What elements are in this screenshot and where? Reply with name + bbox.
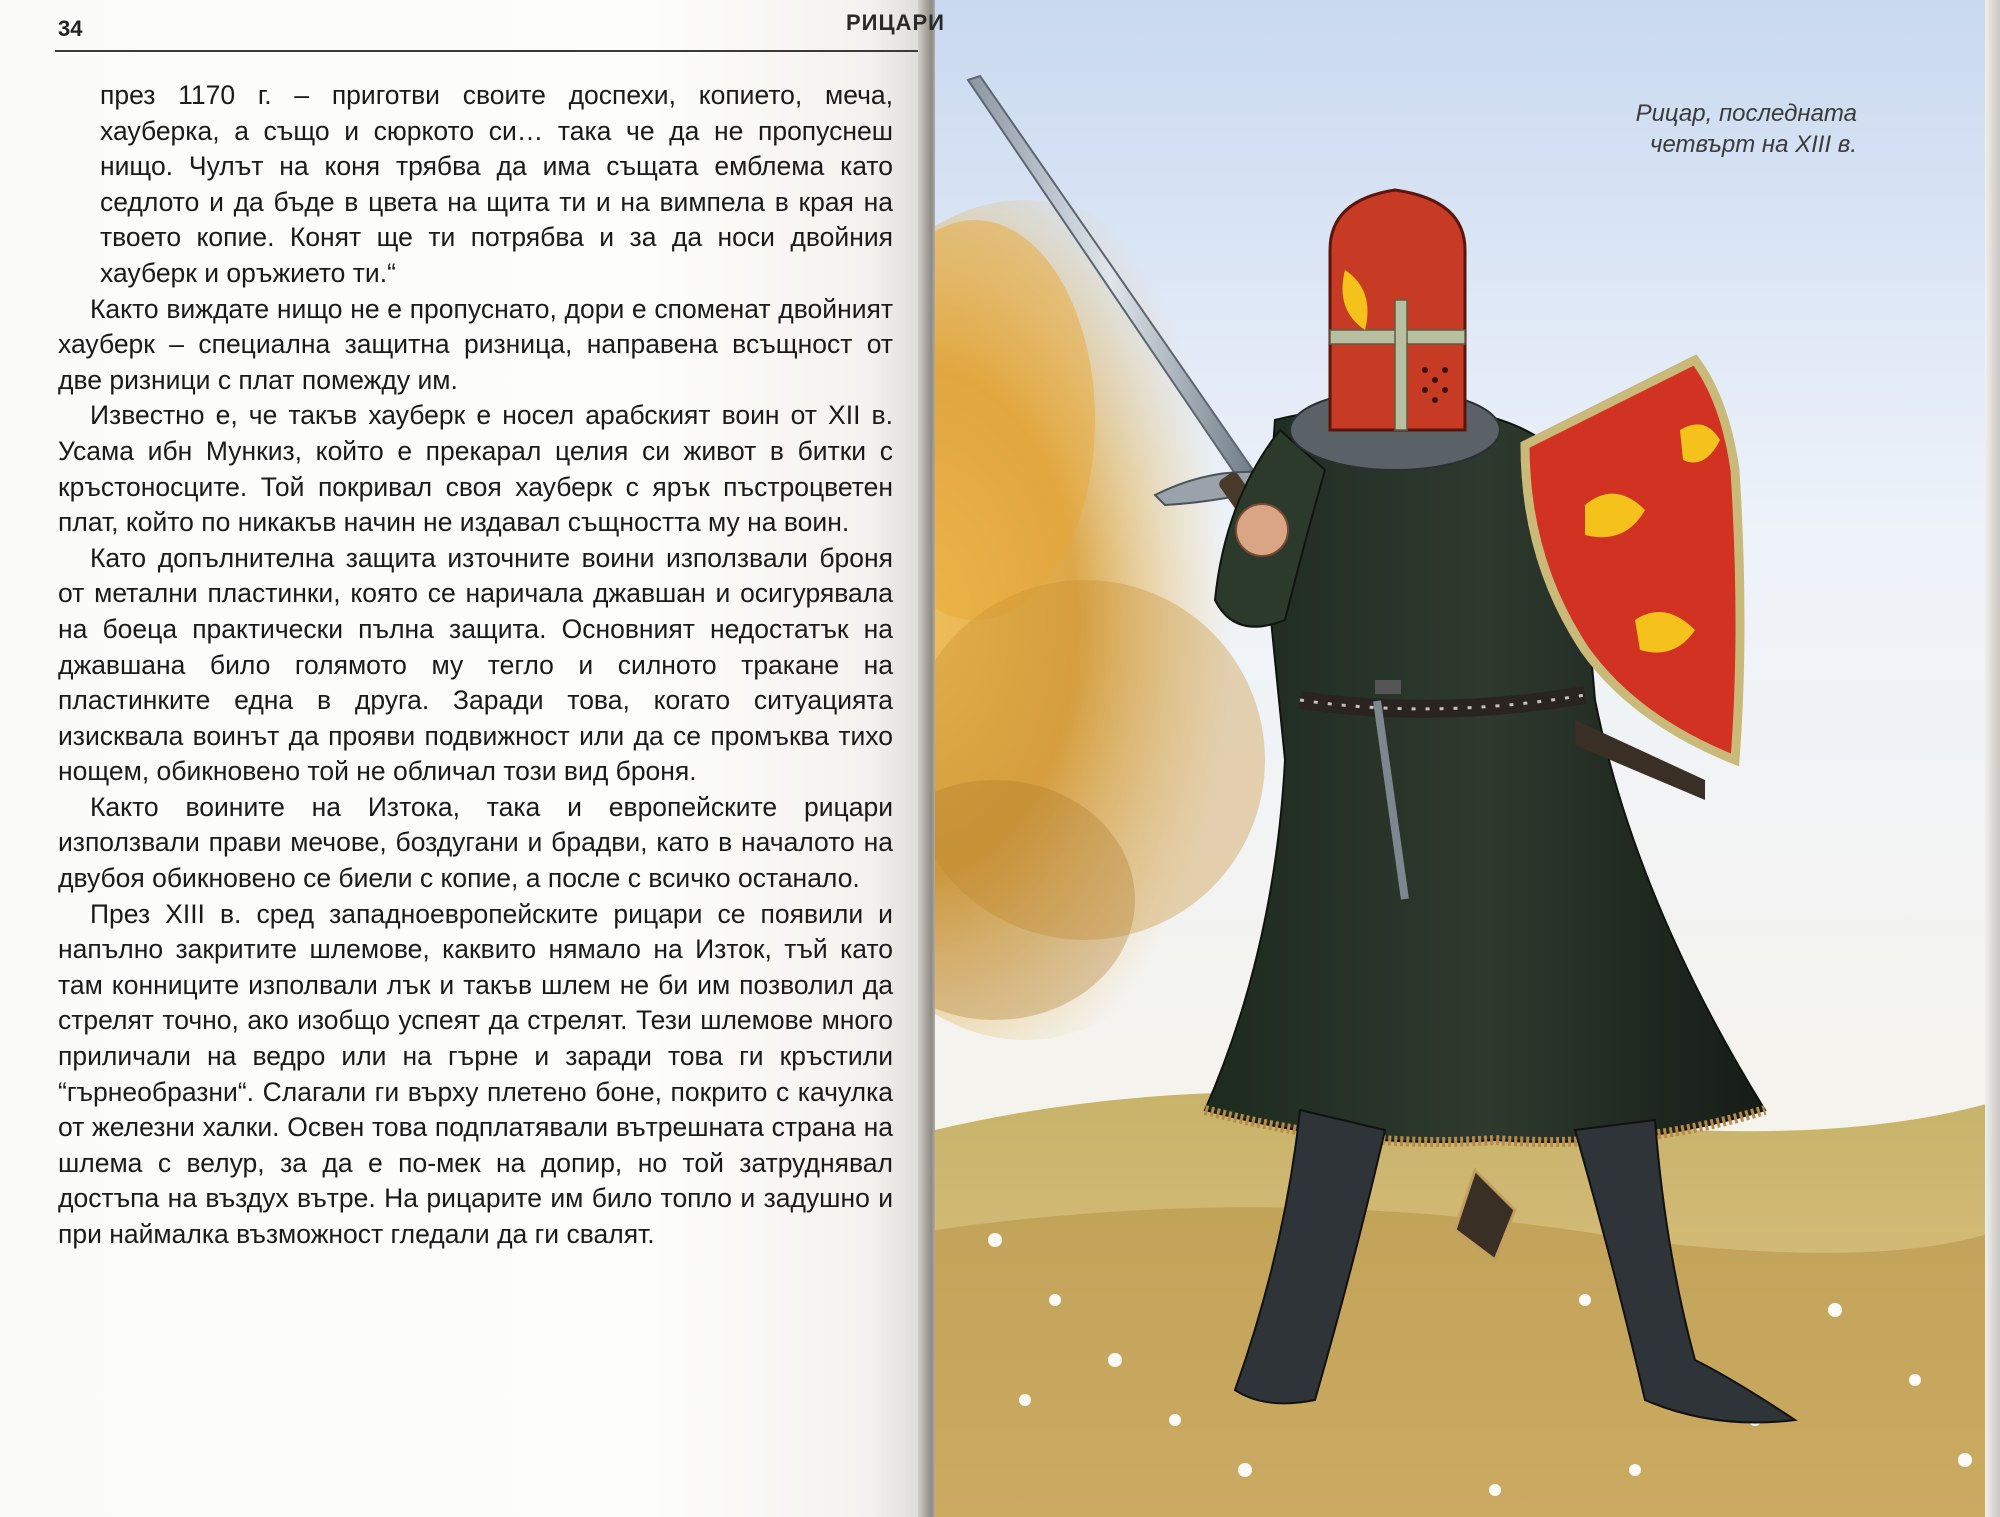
header-rule (55, 50, 930, 52)
running-head: РИЦАРИ (846, 10, 945, 35)
knight-illustration (935, 0, 2000, 1517)
paragraph-1: през 1170 г. – приготви своите доспехи, копието, меча, хауберка, а също и сюркото си… така че да не пропуснеш нищо. Чулът на коня трябва да има същата емблема като седлото и да бъде в цвета на щита ти и на вимпела в края на твоето копие. Конят ще ти потрябва и за да носи двойния хауберк и оръжието ти.“ (100, 80, 893, 288)
right-page-illustration (935, 0, 2000, 1517)
paragraph-3: Известно е, че такъв хауберк е носел арабският воин от XII в. Усама ибн Мункиз, който е прекарал целия си живот в битки с кръстоносците. Той покривал своя хауберк с ярък пъстроцветен плат, който по никакъв начин не издавал същността му на воин. (58, 400, 893, 538)
caption-line-1: Рицар, последната (1635, 100, 1857, 127)
paragraph-5: Както воините на Изтока, така и европейските рицари използвали прави мечове, боздугани и брадви, като в началото на двубоя обикновено се биели с копие, а после с всичко останало. (58, 791, 893, 894)
left-page (0, 0, 935, 1517)
page-number: 34 (58, 16, 83, 41)
body-text (58, 78, 893, 1253)
paragraph-2: Както виждате нищо не е пропуснато, дори е споменат двойният хауберк – специална защитна ризница, направена всъщност от две ризници с плат помежду им. (58, 293, 893, 395)
right-page-edge (1985, 0, 2000, 1517)
paragraph-4: Като допълнителна защита източните воини използвали броня от метални пластинки, която се наричала джавшан и осигурявала на боеца практически пълна защита. Основният недостатък на джавшана било голямото му тегло и силното тракане на пластинките една в друга. Заради това, когато ситуацията изисквала воинът да прояви подвижност или да се промъква тихо нощем, обикновено той не обличал този вид броня. (58, 542, 893, 787)
illustration-caption (1537, 98, 1857, 160)
caption-line-2: четвърт на XIII в. (1650, 131, 1857, 158)
paragraph-6: През XIII в. сред западноевропейските рицари се появили и напълно закритите шлемове, каквито нямало на Изток, тъй като там конниците изполвали лък и такъв шлем не би им позволил да стрелят точно, ако изобщо успеят да стрелят. Тези шлемове много приличали на ведро или на гърне и заради това ги кръстили “гърнеобразни“. Слагали ги върху плетено боне, покрито с качулка от железни халки. Освен това подплатявали вътрешната страна на шлема с велур, за да е по-мек на допир, но той затруднявал достъпа на въздух вътре. На рицарите им било топло и задушно и при наймалка възможност гледали да ги свалят. (58, 898, 893, 1249)
